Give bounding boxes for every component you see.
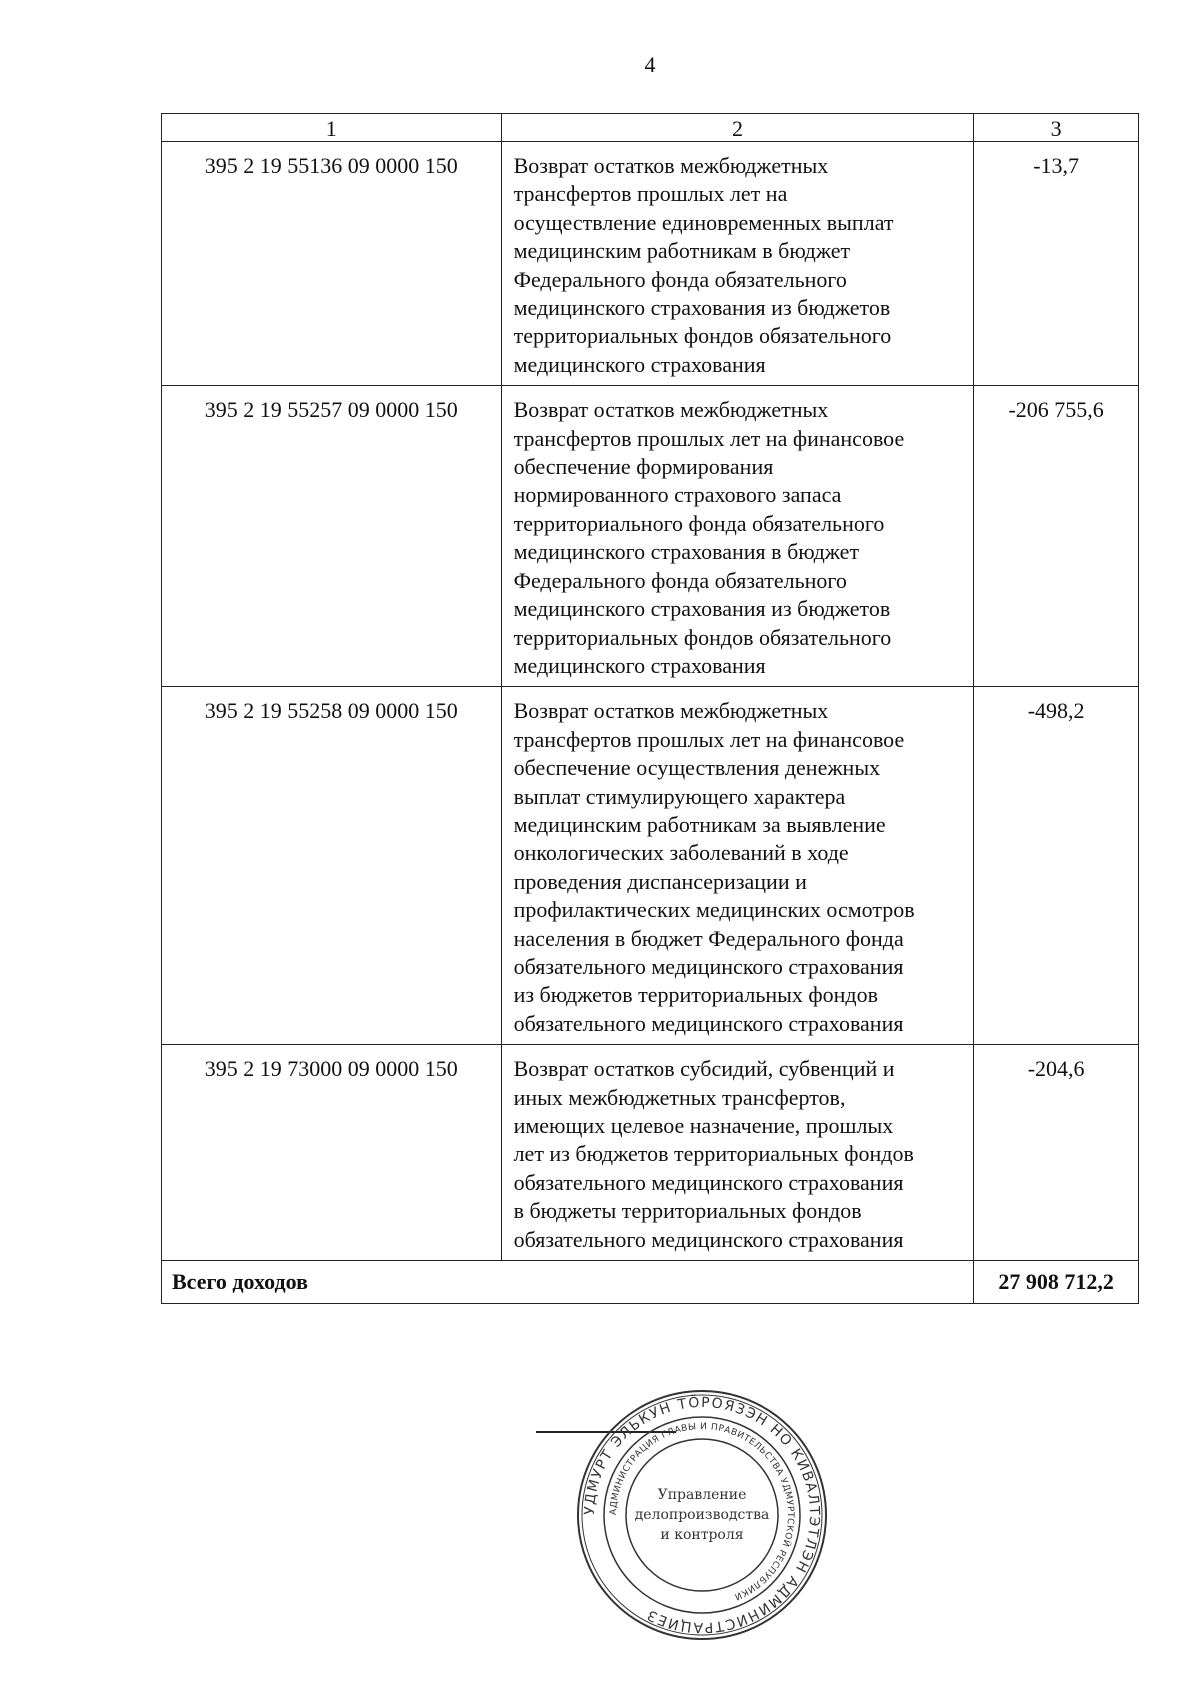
- description-line: медицинского страхования из бюджетов: [513, 295, 891, 321]
- description-line: трансфертов прошлых лет на финансовое: [513, 425, 905, 451]
- total-row: [162, 1261, 1139, 1304]
- description-line: осуществление единовременных выплат: [513, 209, 894, 235]
- description-line: обязательного медицинского страхования: [513, 1010, 904, 1036]
- table-row: [162, 386, 1139, 687]
- stamp-center-line: и контроля: [660, 1527, 744, 1543]
- svg-text:Управлениеделопроизводстваи ко: [635, 1487, 770, 1543]
- description-line: Возврат остатков межбюджетных: [513, 698, 829, 724]
- description-line: проведения диспансеризации и: [513, 868, 807, 894]
- total-amount: 27 908 712,2: [974, 1261, 1139, 1304]
- description-line: Возврат остатков субсидий, субвенций и: [513, 1056, 895, 1082]
- header-cell: 3: [974, 114, 1139, 142]
- description-line: Федерального фонда обязательного: [513, 266, 847, 292]
- description-line: медицинского страхования из бюджетов: [513, 596, 891, 622]
- description-line: медицинского страхования: [513, 351, 766, 377]
- page-number: 4: [644, 52, 656, 77]
- description: [501, 1045, 974, 1261]
- description: [501, 386, 974, 687]
- stamp-outer-text: УДМУРТ ЭЛЬКУН ТӦРОЯЗЭН НО КИВАЛТЭТЛЭН АДМИНИСТРАЦИЕЗ: [581, 1394, 823, 1636]
- description-line: в бюджеты территориальных фондов: [513, 1198, 862, 1224]
- table-header-row: [162, 114, 1139, 142]
- stamp-center-line: Управление: [657, 1487, 747, 1503]
- description: [501, 142, 974, 386]
- description-line: имеющих целевое назначение, прошлых: [513, 1113, 894, 1138]
- table-row: [162, 142, 1139, 386]
- amount: -498,2: [974, 687, 1139, 1045]
- description-line: Возврат остатков межбюджетных: [513, 153, 829, 178]
- description-line: иных межбюджетных трансфертов,: [513, 1084, 846, 1110]
- description-line: территориальных фондов обязательного: [513, 323, 892, 349]
- description-line: территориальных фондов обязательного: [513, 624, 892, 650]
- header-cell: 2: [501, 114, 974, 142]
- budget-code: 395 2 19 55136 09 0000 150: [162, 142, 502, 386]
- table-row: [162, 1045, 1139, 1261]
- amount: -206 755,6: [974, 386, 1139, 687]
- description-line: трансфертов прошлых лет на финансовое: [513, 726, 905, 752]
- description-line: медицинского страхования: [513, 652, 766, 678]
- description-line: обеспечение осуществления денежных: [513, 755, 881, 781]
- description-line: лет из бюджетов территориальных фондов: [513, 1141, 914, 1167]
- description-line: населения в бюджет Федерального фонда: [513, 925, 904, 951]
- stamp-inner-text: АДМИНИСТРАЦИЯ ГЛАВЫ И ПРАВИТЕЛЬСТВА УДМУРТСКОЙ РЕСПУБЛИКИ: [608, 1421, 796, 1602]
- revenue-table: [161, 113, 1139, 1304]
- amount: -204,6: [974, 1045, 1139, 1261]
- description-line: медицинского страхования в бюджет: [513, 539, 860, 565]
- description-line: из бюджетов территориальных фондов: [513, 982, 879, 1008]
- budget-code: 395 2 19 55258 09 0000 150: [162, 687, 502, 1045]
- description-line: трансфертов прошлых лет на: [513, 181, 788, 207]
- description-line: профилактических медицинских осмотров: [513, 897, 915, 923]
- description-line: выплат стимулирующего характера: [513, 783, 846, 809]
- budget-code: 395 2 19 73000 09 0000 150: [162, 1045, 502, 1261]
- description-line: Возврат остатков межбюджетных: [513, 397, 829, 423]
- stamp-center-line: делопроизводства: [634, 1507, 770, 1523]
- description-line: медицинским работникам в бюджет: [513, 238, 851, 264]
- description: [501, 687, 974, 1045]
- description-line: обязательного медицинского страхования: [513, 1226, 904, 1252]
- description-line: обязательного медицинского страхования: [513, 1169, 904, 1195]
- description-line: территориального фонда обязательного: [513, 510, 885, 536]
- budget-code: 395 2 19 55257 09 0000 150: [162, 386, 502, 687]
- description-line: нормированного страхового запаса: [513, 482, 842, 508]
- header-cell: 1: [162, 114, 502, 142]
- description-line: обеспечение формирования: [513, 454, 774, 480]
- description-line: Федерального фонда обязательного: [513, 567, 847, 593]
- total-label: Всего доходов: [162, 1261, 974, 1304]
- official-stamp: [572, 1385, 832, 1645]
- amount: -13,7: [974, 142, 1139, 386]
- description-line: обязательного медицинского страхования: [513, 953, 904, 979]
- description-line: медицинским работникам за выявление: [513, 811, 886, 837]
- stamp-seal: [572, 1385, 832, 1645]
- description-line: онкологических заболеваний в ходе: [513, 840, 849, 866]
- table-row: [162, 687, 1139, 1045]
